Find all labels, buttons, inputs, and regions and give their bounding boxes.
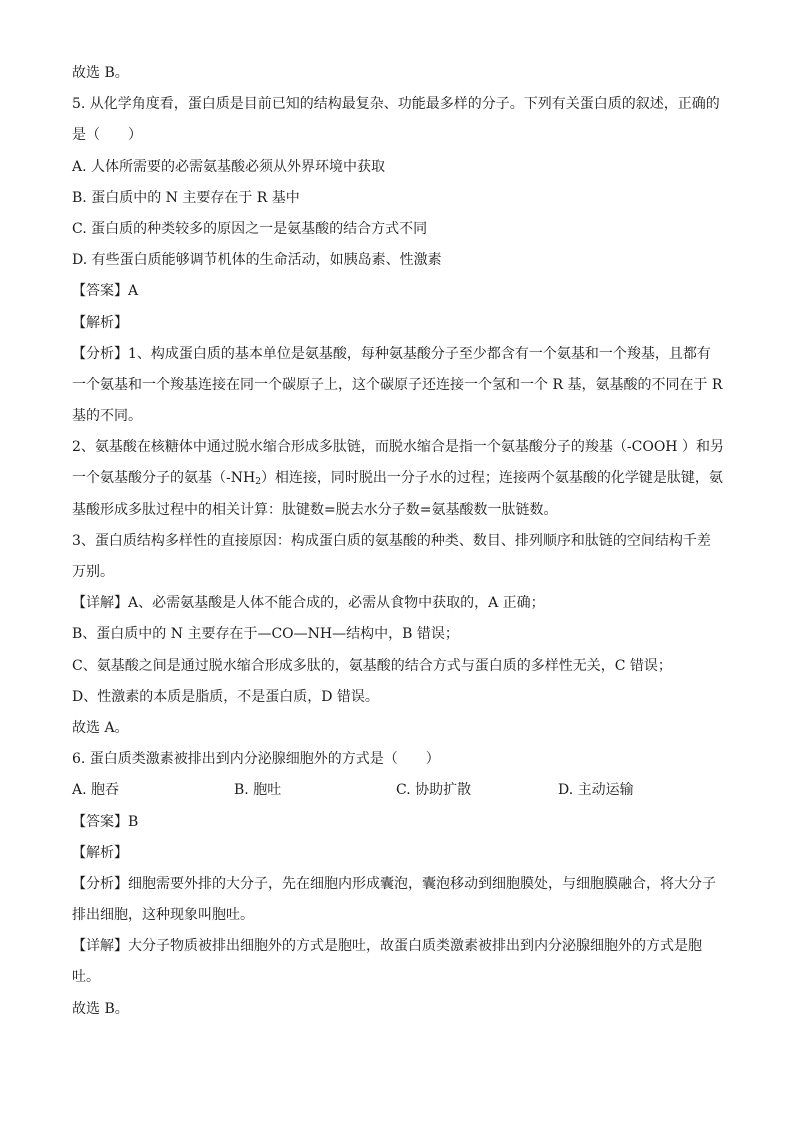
conclusion-line: 故选 A。 <box>72 719 129 736</box>
explanation-label: 【解析】 <box>72 844 128 861</box>
detail-line: B、蛋白质中的 N 主要存在于—CO—NH—结构中，B 错误； <box>72 626 459 643</box>
question-5-stem: 5. 从化学角度看，蛋白质是目前已知的结构最复杂、功能最多样的分子。下列有关蛋白质的叙述，正确的 <box>72 96 720 113</box>
analysis-line: 2、氨基酸在核糖体中通过脱水缩合形成多肽链，而脱水缩合是指一个氨基酸分子的羧基（-COOH ）和另 <box>72 439 724 456</box>
explanation-label: 【解析】 <box>72 314 128 331</box>
analysis-line: 3、蛋白质结构多样性的直接原因：构成蛋白质的氨基酸的种类、数目、排列顺序和肽链的空间结构千差 <box>72 532 711 549</box>
detail-line: D、性激素的本质是脂质，不是蛋白质，D 错误。 <box>72 688 379 705</box>
question-6-option-b: B. 胞吐 <box>234 782 282 799</box>
detail-line: 【详解】大分子物质被排出细胞外的方式是胞吐，故蛋白质类激素被排出到内分泌腺细胞外的方式是胞 <box>72 938 702 955</box>
analysis-line: 【分析】细胞需要外排的大分子，先在细胞内形成囊泡，囊泡移动到细胞膜处，与细胞膜融合，将大分子 <box>72 875 716 892</box>
question-6-options <box>72 775 724 806</box>
conclusion-line: 故选 B。 <box>72 65 129 81</box>
analysis-line: 一个氨基和一个羧基连接在同一个碳原子上，这个碳原子还连接一个氢和一个 R 基，氨基酸的不同在于 R <box>72 376 723 393</box>
analysis-line-nh2 <box>72 463 724 494</box>
question-6-stem: 6. 蛋白质类激素被排出到内分泌腺细胞外的方式是（ ） <box>72 751 440 768</box>
detail-line: 吐。 <box>72 969 100 986</box>
question-5-option-a: A. 人体所需要的必需氨基酸必须从外界环境中获取 <box>72 158 386 175</box>
question-5-option-c: C. 蛋白质的种类较多的原因之一是氨基酸的结合方式不同 <box>72 220 428 237</box>
question-5-option-b: B. 蛋白质中的 N 主要存在于 R 基中 <box>72 189 300 206</box>
question-6-option-a: A. 胞吞 <box>72 782 120 799</box>
analysis-text: ）相连接，同时脱出一分子水的过程；连接两个氨基酸的化学键是肽键，氨 <box>260 470 723 487</box>
answer-label: 【答案】B <box>72 813 139 830</box>
analysis-line: 万别。 <box>72 564 114 580</box>
subscript-2: 2 <box>255 477 261 488</box>
analysis-line: 排出细胞，这种现象叫胞吐。 <box>72 907 254 924</box>
analysis-line: 基的不同。 <box>72 408 142 425</box>
document-page <box>72 58 724 1025</box>
question-5-stem-cont: 是（ ） <box>72 127 142 144</box>
question-6-option-d: D. 主动运输 <box>558 782 634 799</box>
analysis-line: 【分析】1、构成蛋白质的基本单位是氨基酸，每种氨基酸分子至少都含有一个氨基和一个羧基，且都有 <box>72 345 711 362</box>
detail-line: 【详解】A、必需氨基酸是人体不能合成的，必需从食物中获取的，A 正确； <box>72 595 545 612</box>
answer-label: 【答案】A <box>72 283 139 300</box>
detail-line: C、氨基酸之间是通过脱水缩合形成多肽的，氨基酸的结合方式与蛋白质的多样性无关，C 错误； <box>72 657 672 674</box>
analysis-line: 基酸形成多肽过程中的相关计算：肽键数=脱去水分子数=氨基酸数一肽链数。 <box>72 501 558 518</box>
conclusion-line: 故选 B。 <box>72 1000 129 1017</box>
analysis-text: 一个氨基酸分子的氨基（-NH <box>72 470 256 487</box>
question-6-option-c: C. 协助扩散 <box>396 782 472 799</box>
question-5-option-d: D. 有些蛋白质能够调节机体的生命活动，如胰岛素、性激素 <box>72 252 442 269</box>
